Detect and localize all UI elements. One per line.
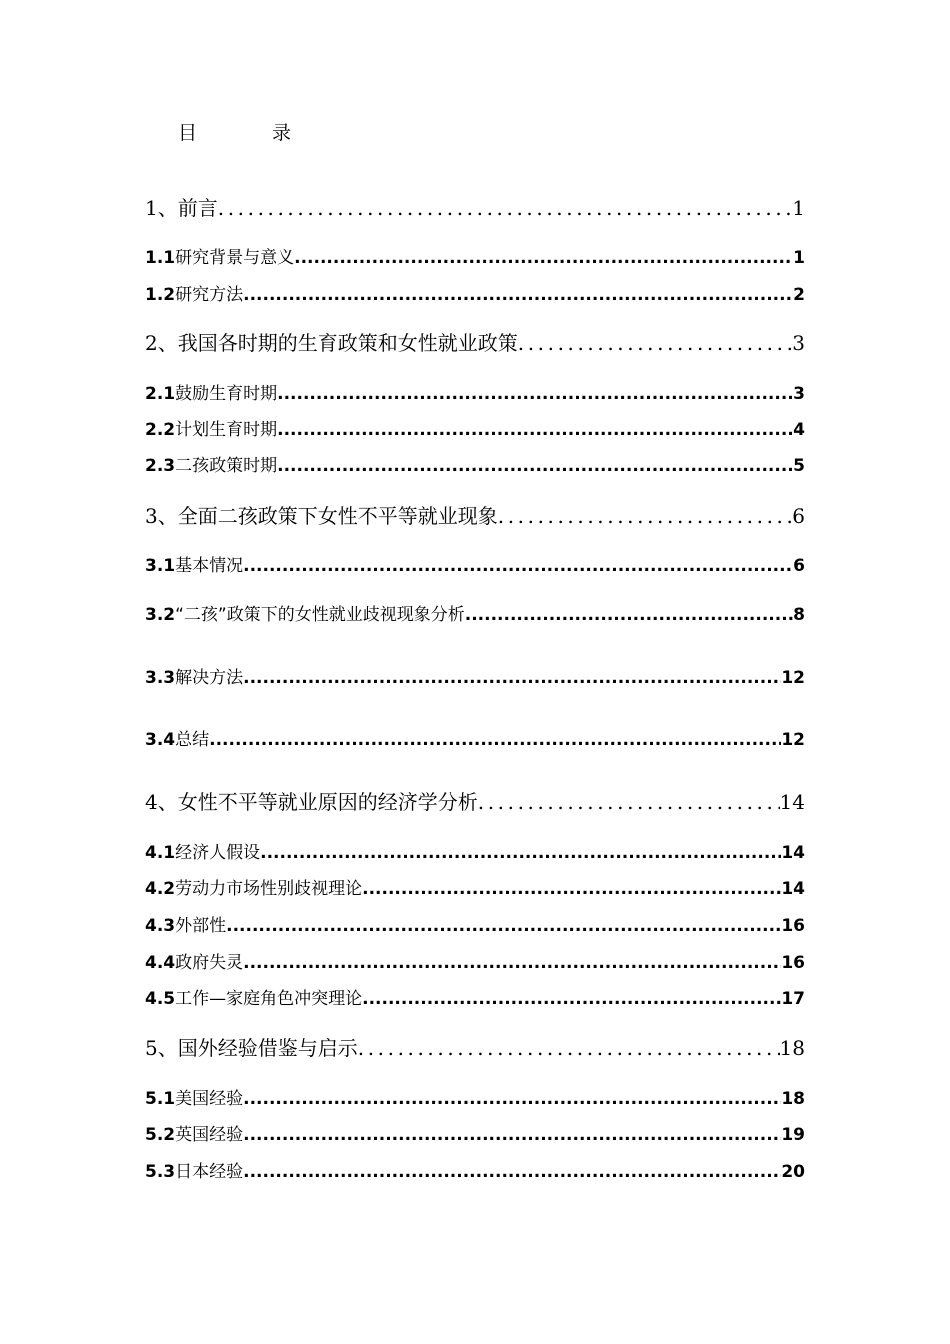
dot-leader — [362, 879, 781, 899]
entry-number: 5.2 — [145, 1125, 176, 1145]
dot-leader — [218, 196, 793, 220]
toc-entry-section-4-2[interactable] — [145, 874, 805, 899]
page-number: 19 — [781, 1125, 805, 1145]
dot-leader — [478, 790, 780, 814]
page-number: 14 — [781, 879, 805, 899]
entry-title: 基本情况 — [175, 556, 244, 576]
dot-leader — [243, 953, 781, 973]
dot-leader — [277, 456, 793, 476]
entry-number: 5.3 — [145, 1162, 176, 1182]
entry-number: 4.2 — [145, 879, 176, 899]
page-number: 3 — [793, 384, 805, 404]
entry-title: 劳动力市场性别歧视理论 — [175, 879, 363, 899]
entry-number: 3.1 — [145, 556, 176, 576]
dot-leader — [260, 843, 781, 863]
page-number: 4 — [793, 420, 805, 440]
entry-title: 女性不平等就业原因的经济学分析 — [177, 790, 478, 814]
entry-number: 4.4 — [145, 953, 176, 973]
dot-leader — [277, 420, 793, 440]
entry-title: 日本经验 — [175, 1162, 244, 1182]
dot-leader — [277, 384, 793, 404]
toc-entry-chapter-1[interactable] — [145, 192, 805, 221]
entry-number: 2.1 — [145, 384, 176, 404]
entry-number: 4.3 — [145, 916, 176, 936]
page-number: 8 — [793, 605, 805, 625]
entry-title: 我国各时期的生育政策和女性就业政策 — [177, 331, 518, 355]
toc-entry-section-3-3[interactable] — [145, 663, 805, 688]
entry-title: 研究方法 — [175, 285, 244, 305]
entry-title: 鼓励生育时期 — [175, 384, 278, 404]
page-number: 17 — [781, 989, 805, 1009]
page-number: 16 — [781, 916, 805, 936]
toc-entry-section-2-2[interactable] — [145, 415, 805, 440]
entry-number: 1.2 — [145, 285, 176, 305]
entry-title: “二孩”政策下的女性就业歧视现象分析 — [175, 605, 465, 625]
entry-number: 3.4 — [145, 730, 176, 750]
entry-number: 5.1 — [145, 1089, 176, 1109]
page-number: 12 — [781, 730, 805, 750]
dot-leader — [518, 331, 793, 355]
entry-title: 经济人假设 — [175, 843, 261, 863]
entry-title: 工作—家庭角色冲突理论 — [175, 989, 363, 1009]
dot-leader — [243, 1125, 781, 1145]
toc-entry-chapter-5[interactable] — [145, 1032, 805, 1061]
entry-number: 4.5 — [145, 989, 176, 1009]
entry-number: 2、 — [145, 331, 178, 355]
toc-entry-section-1-2[interactable] — [145, 280, 805, 305]
toc-entry-section-5-2[interactable] — [145, 1120, 805, 1145]
dot-leader — [498, 504, 793, 528]
page-number: 14 — [779, 790, 805, 814]
toc-entry-section-4-1[interactable] — [145, 838, 805, 863]
entry-title: 全面二孩政策下女性不平等就业现象 — [177, 504, 498, 528]
page-number: 6 — [793, 556, 805, 576]
entry-title: 总结 — [175, 730, 210, 750]
entry-title: 二孩政策时期 — [175, 456, 278, 476]
entry-title: 国外经验借鉴与启示 — [177, 1036, 358, 1060]
entry-number: 3.2 — [145, 605, 176, 625]
dot-leader — [243, 1089, 781, 1109]
dot-leader — [226, 916, 781, 936]
entry-number: 3.3 — [145, 668, 176, 688]
entry-title: 研究背景与意义 — [175, 248, 295, 268]
toc-entry-section-2-3[interactable] — [145, 451, 805, 476]
toc-entry-section-3-1[interactable] — [145, 551, 805, 576]
page-number: 12 — [781, 668, 805, 688]
toc-entry-section-4-3[interactable] — [145, 911, 805, 936]
entry-title: 解决方法 — [175, 668, 244, 688]
dot-leader — [294, 248, 793, 268]
dot-leader — [209, 730, 781, 750]
entry-title: 前言 — [177, 196, 218, 220]
entry-number: 2.2 — [145, 420, 176, 440]
page-number: 18 — [779, 1036, 805, 1060]
entry-number: 1.1 — [145, 248, 176, 268]
entry-number: 4.1 — [145, 843, 176, 863]
toc-entry-chapter-4[interactable] — [145, 786, 805, 815]
toc-entry-chapter-3[interactable] — [145, 500, 805, 529]
toc-entry-section-3-4[interactable] — [145, 725, 805, 750]
entry-title: 美国经验 — [175, 1089, 244, 1109]
dot-leader — [243, 556, 793, 576]
page-number: 5 — [793, 456, 805, 476]
page-number: 20 — [781, 1162, 805, 1182]
toc-entry-section-2-1[interactable] — [145, 379, 805, 404]
toc-entry-section-1-1[interactable] — [145, 243, 805, 268]
dot-leader — [243, 1162, 781, 1182]
entry-number: 4、 — [145, 790, 178, 814]
page-number: 2 — [793, 285, 805, 305]
toc-entry-section-5-1[interactable] — [145, 1084, 805, 1109]
entry-number: 1、 — [145, 196, 178, 220]
entry-number: 3、 — [145, 504, 178, 528]
page-number: 16 — [781, 953, 805, 973]
toc-title: 目 录 — [178, 122, 320, 144]
entry-title: 政府失灵 — [175, 953, 244, 973]
toc-entry-section-3-2[interactable] — [145, 600, 805, 625]
page-number: 3 — [792, 331, 805, 355]
page-number: 18 — [781, 1089, 805, 1109]
dot-leader — [362, 989, 781, 1009]
entry-title: 外部性 — [175, 916, 227, 936]
entry-number: 2.3 — [145, 456, 176, 476]
page-number: 1 — [793, 248, 805, 268]
page-number: 14 — [781, 843, 805, 863]
toc-entry-chapter-2[interactable] — [145, 327, 805, 356]
page-number: 1 — [792, 196, 805, 220]
entry-number: 5、 — [145, 1036, 178, 1060]
dot-leader — [243, 285, 793, 305]
dot-leader — [465, 605, 793, 625]
entry-title: 计划生育时期 — [175, 420, 278, 440]
toc-entry-section-5-3[interactable] — [145, 1157, 805, 1182]
dot-leader — [358, 1036, 780, 1060]
entry-title: 英国经验 — [175, 1125, 244, 1145]
toc-entry-section-4-5[interactable] — [145, 984, 805, 1009]
dot-leader — [243, 668, 781, 688]
toc-entry-section-4-4[interactable] — [145, 948, 805, 973]
page-number: 6 — [792, 504, 805, 528]
